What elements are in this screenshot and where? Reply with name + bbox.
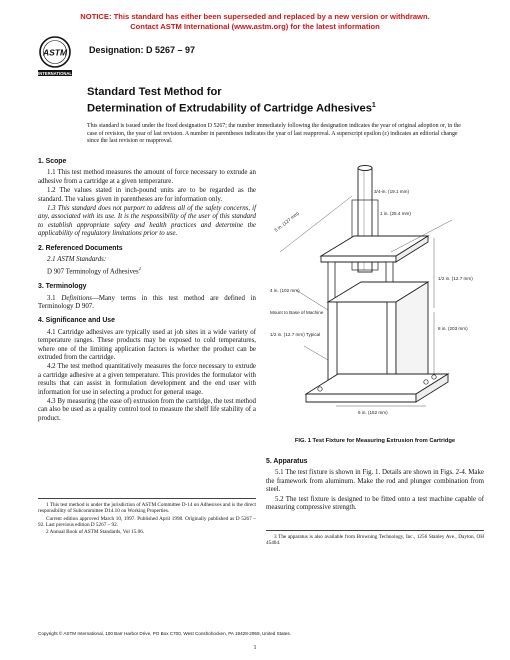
heading-apparatus: 5. Apparatus — [266, 458, 308, 465]
para-1-1: 1.1 This test method measures the amount of force necessary to extrude an adhesive from a cartridge at a given temperature. — [38, 169, 256, 185]
heading-significance: 4. Significance and Use — [38, 317, 115, 325]
label-gap: 1/2 in. (12.7 mm) — [438, 276, 473, 281]
right-column — [266, 458, 484, 513]
footnotes-left — [38, 498, 256, 536]
designation: Designation: D 5267 – 97 — [89, 45, 196, 55]
para-4-3: 4.3 By measuring (the ease of) extrusion from the cartridge, the test method can also be used as a quality control tool to measure the shelf life stability of a product. — [38, 398, 256, 422]
para-3-1: 3.1 Definitions—Many terms in this test method are defined in Terminology D 907. — [38, 294, 256, 310]
para-ref-d907: D 907 Terminology of Adhesives$^2$ — [47, 266, 141, 276]
page-number: 1 — [253, 645, 257, 651]
label-top-height: 5 in. (127 mm) — [273, 210, 300, 233]
logo-text-top: ASTM — [42, 47, 68, 58]
label-plunger: 1 in. (25.4 mm) — [380, 211, 411, 216]
supersession-notice — [0, 12, 510, 31]
para-5-2: 5.2 The test fixture is designed to be fitted onto a test machine capable of measuring compressive strength. — [266, 495, 484, 512]
footnotes-right — [266, 530, 484, 547]
footnote-1: 1 This test method is under the jurisdiction of ASTM Committee D-14 on Adhesives and is the direct responsibility of Subcommittee D14.10 on Working Properties. — [38, 502, 256, 515]
para-2-1: 2.1 ASTM Standards: — [47, 256, 107, 264]
label-rod: 3/4-in. (19.1 mm) — [374, 189, 409, 194]
issuance-note: This standard is issued under the fixed designation D 5267; the number immediately following the designation indicates the year of original adoption or, in the case of revision, the year of last revision. A number in parentheses indicates the year of last reapproval. A superscript epsilon (ε) indicates an editorial change since the last revision or reapproval. — [87, 123, 461, 145]
notice-line-1: NOTICE: This standard has either been superseded and replaced by a new version or withdrawn. — [80, 12, 430, 21]
label-mount: Mount to Base of Machine — [270, 310, 324, 315]
logo-text-bottom: INTERNATIONAL — [38, 70, 72, 76]
heading-referenced-documents: 2. Referenced Documents — [38, 244, 123, 252]
title-line-2: Determination of Extrudability of Cartridge Adhesives$^1$ — [87, 102, 376, 115]
para-5-1: 5.1 The test fixture is shown in Fig. 1. Details are shown in Figs. 2-4. Make the framework from aluminum. Make the rod and plunger combination from steel. — [266, 469, 484, 494]
para-1-3: 1.3 This standard does not purport to address all of the safety concerns, if any, associated with its use. It is the responsibility of the user of this standard to establish appropriate safety and health practices and determine the applicability of regulatory limitations prior to use. — [38, 205, 256, 238]
footnote-1b: Current edition approved March 10, 1997. Published April 1998. Originally published as D 5267 – 92. Last previous edition D 5267 – 92. — [38, 515, 256, 528]
para-4-2: 4.2 The test method quantitatively measures the force necessary to extrude a cartridge adhesive at a given temperature. This provides the formulator with results that can assist in formulation development and the end user with information for use in selecting a product for general usage. — [38, 363, 256, 396]
label-left-dim: 4 in. (102 mm) — [270, 288, 300, 293]
footnote-2: 2 Annual Book of ASTM Standards, Vol 15.06. — [46, 529, 145, 536]
document-title — [87, 86, 467, 116]
astm-logo — [37, 35, 73, 79]
para-1-2: 1.2 The values stated in inch-pound units are to be regarded as the standard. The values given in parentheses are for information only. — [38, 187, 256, 203]
label-base: 6 in. (152 mm) — [358, 410, 388, 415]
label-bottom-left: 1/2 in. (12.7 mm) Typical — [270, 332, 321, 337]
test-fixture-figure — [266, 160, 484, 438]
copyright: Copyright © ASTM International, 100 Barr Harbor Drive, PO Box C700, West Conshohocken, PA 19428-2959, United States. — [38, 631, 291, 636]
label-depth: 8 in. (203 mm) — [438, 326, 468, 331]
heading-scope: 1. Scope — [38, 158, 67, 165]
para-4-1: 4.1 Cartridge adhesives are typically used at job sites in a wide variety of temperature ranges. These products may be exposed to cold temperatures, where one of the limiting application factors is whether the product can be extruded from the cartridge. — [38, 328, 256, 362]
heading-terminology: 3. Terminology — [38, 283, 87, 291]
figure-caption: FIG. 1 Test Fixture for Measuring Extrusion from Cartridge — [294, 438, 456, 444]
notice-line-2: Contact ASTM International (www.astm.org) for the latest information — [130, 21, 380, 31]
title-line-1: Standard Test Method for — [87, 86, 222, 98]
footnote-3: 3 The apparatus is also available from Browning Technology, Inc., 1256 Stanley Ave., Dayton, OH 45404. — [266, 534, 484, 547]
left-column — [38, 158, 256, 424]
